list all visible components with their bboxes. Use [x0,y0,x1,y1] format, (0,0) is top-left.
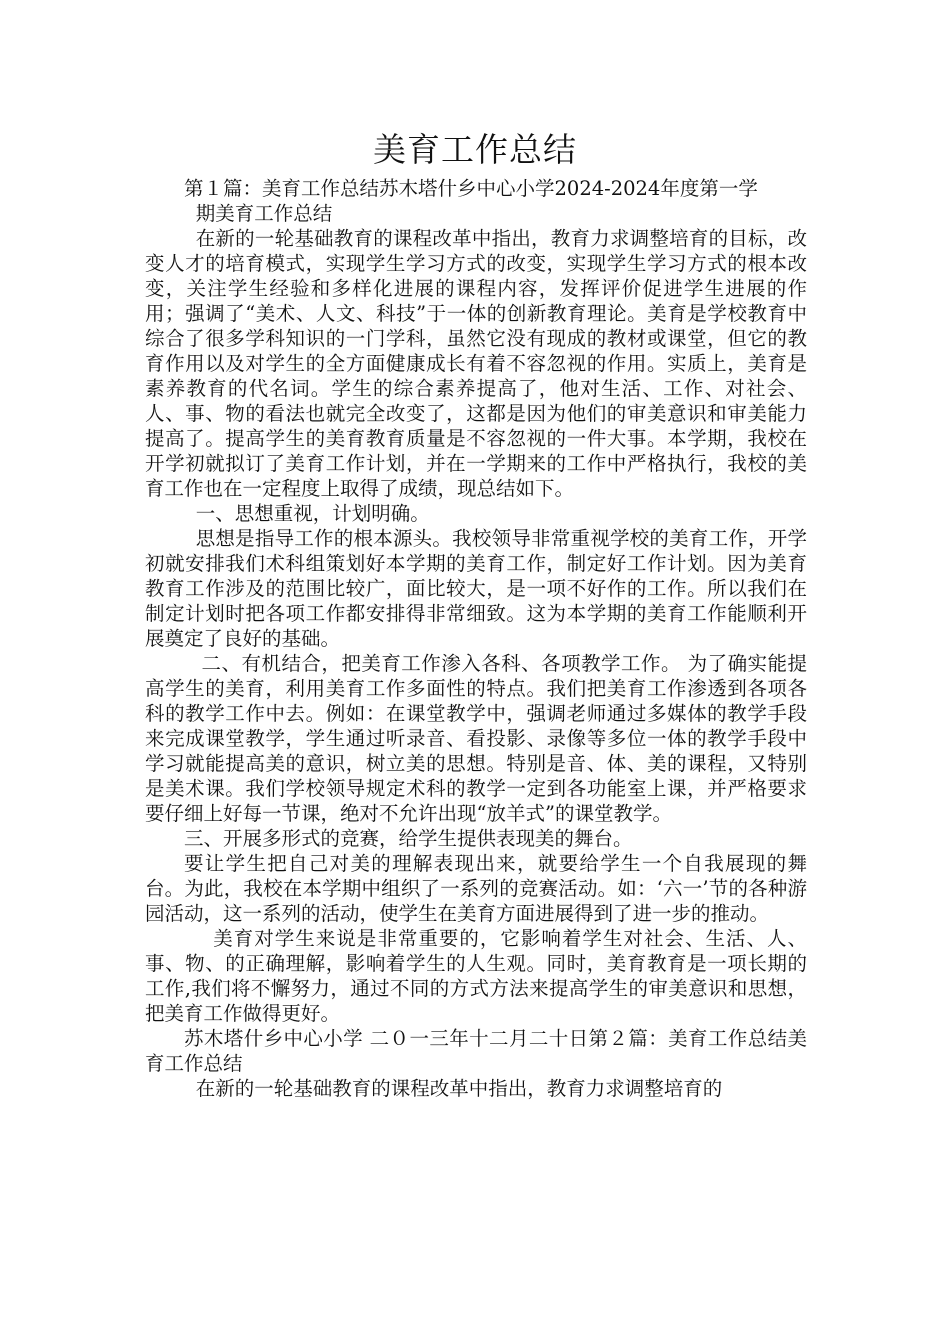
paragraph-intro: 在新的一轮基础教育的课程改革中指出，教育力求调整培育的目标，改变人才的培育模式，实现学生学习方式的改变，实现学生学习方式的根本改变，关注学生经验和多样化进展的课程内容，发挥评价促进学生进展的作用；强调了“美术、人文、科技”于一体的创新教育理论。美育是学校教育中综合了很多学科知识的一门学科，虽然它没有现成的教材或课堂，但它的教育作用以及对学生的全方面健康成长有着不容忽视的作用。实质上，美育是素养教育的代名词。学生的综合素养提高了，他对生活、工作、对社会、人、事、物的看法也就完全改变了，这都是因为他们的审美意识和审美能力提高了。提高学生的美育教育质量是不容忽视的一件大事。本学期，我校在开学初就拟订了美育工作计划，并在一学期来的工作中严格执行，我校的美育工作也在一定程度上取得了成绩，现总结如下。 [145,227,807,500]
section-heading-1: 一、思想重视，计划明确。 [195,502,430,525]
paragraph-section-1: 思想是指导工作的根本源头。我校领导非常重视学校的美育工作，开学初就安排我们术科组策划好本学期的美育工作，制定好工作计划。因为美育教育工作涉及的范围比较广，面比较大，是一项不好作的工作。所以我们在制定计划时把各项工作都安排得非常细致。这为本学期的美育工作能顺利开展奠定了良好的基础。 [145,527,807,650]
paragraph-section-2: 二、有机结合，把美育工作渗入各科、各项教学工作。 为了确实能提高学生的美育，利用美育工作多面性的特点。我们把美育工作渗透到各项各科的教学工作中去。例如：在课堂教学中，强调老师通过多媒体的教学手段来完成课堂教学，学生通过听录音、看投影、录像等多位一体的教学手段中学习就能提高美的意识，树立美的思想。特别是音、体、美的课程，又特别是美术课。我们学校领导规定术科的教学一定到各功能室上课，并严格要求要仔细上好每一节课，绝对不允许出现“放羊式”的课堂教学。 [145,652,807,825]
page-title: 美育工作总结 [373,130,577,169]
document-body [145,176,807,1101]
paragraph-subtitle: 期美育工作总结 [195,202,333,225]
section-heading-3: 三、开展多形式的竞赛，给学生提供表现美的舞台。 [184,827,633,850]
paragraph-continued: 在新的一轮基础教育的课程改革中指出，教育力求调整培育的 [195,1077,723,1100]
paragraph-heading-1: 第１篇：美育工作总结苏木塔什乡中心小学2024-2024年度第一学 [184,177,758,200]
paragraph-conclusion: 美育对学生来说是非常重要的，它影响着学生对社会、生活、人、事、物、的正确理解，影响着学生的人生观。同时，美育教育是一项长期的工作,我们将不懈努力，通过不同的方式方法来提高学生的审美意识和思想，把美育工作做得更好。 [145,927,807,1025]
paragraph-signature: 苏木塔什乡中心小学 二０一三年十二月二十日第２篇：美育工作总结美育工作总结 [145,1027,807,1075]
paragraph-section-3: 要让学生把自己对美的理解表现出来，就要给学生一个自我展现的舞台。为此，我校在本学期中组织了一系列的竞赛活动。如：‘六一’节的各种游园活动，这一系列的活动，使学生在美育方面进展得到了进一步的推动。 [145,852,807,925]
